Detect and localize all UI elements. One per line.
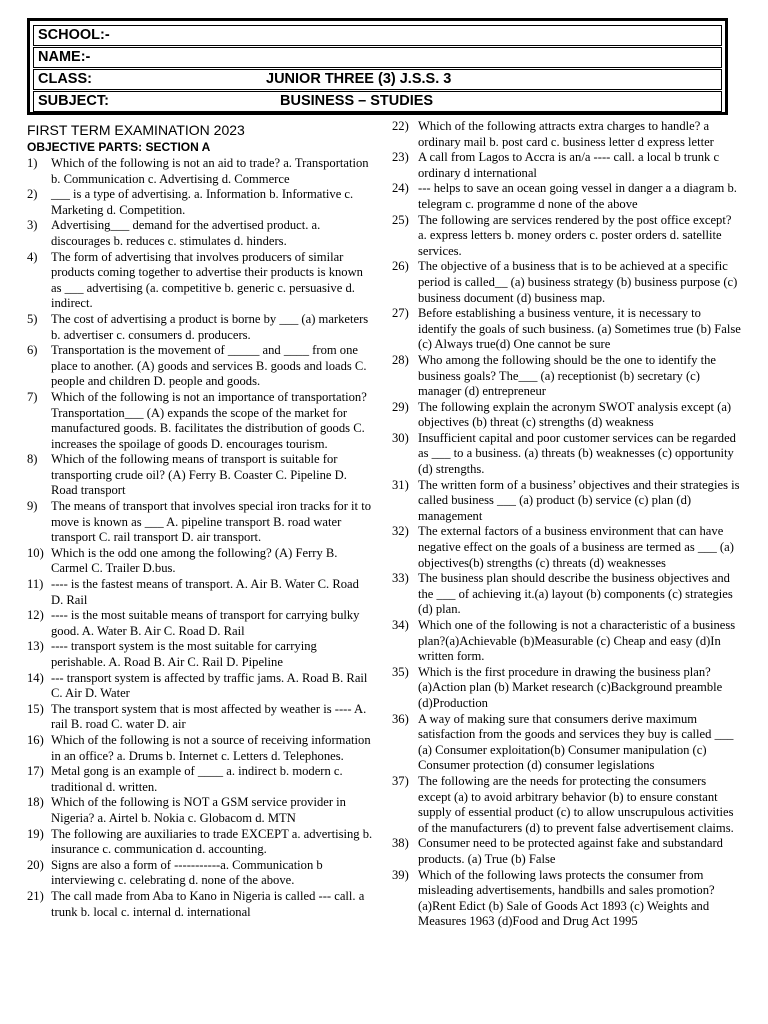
question-item: [392, 524, 742, 571]
question-number: 17): [27, 764, 44, 779]
exam-title: FIRST TERM EXAMINATION 2023: [27, 122, 245, 138]
question-item: [27, 889, 373, 920]
question-number: 3): [27, 218, 38, 233]
question-item: [27, 156, 373, 187]
question-item: [27, 218, 373, 249]
question-item: [27, 546, 373, 577]
question-text: Which of the following laws protects the consumer from misleading advertisements, handbills and sales promotion? (a)Rent Edict (b) Sale of Goods Act 1893 (c) Weights and Measures 1963 (d)Food and Drug Act 1995: [418, 867, 715, 929]
question-text: Which one of the following is not a characteristic of a business plan?(a)Achievable (b)Measurable (c) Cheap and easy (d)In written form.: [418, 618, 736, 664]
question-text: The following are services rendered by the post office except? a. express letters b. money orders c. poster orders d. satellite services.: [418, 212, 732, 258]
question-item: [392, 181, 742, 212]
question-item: [27, 795, 373, 826]
question-text: The following are the needs for protecting the consumers except (a) to avoid arbitrary behavior (b) to ensure constant supply of essential product (c) to allow unscrupulous activities of the manufacturers (d) to prevent false advertisement claims.: [418, 773, 734, 835]
question-number: 15): [27, 701, 44, 716]
question-item: [392, 119, 742, 150]
question-number: 33): [392, 571, 409, 586]
question-number: 30): [392, 430, 409, 445]
question-item: [392, 431, 742, 478]
question-text: A call from Lagos to Accra is an/a ---- call. a local b trunk c ordinary d international: [418, 150, 720, 180]
subject-value: BUSINESS – STUDIES: [280, 93, 434, 109]
class-value: JUNIOR THREE (3) J.S.S. 3: [266, 71, 452, 87]
right-column: [392, 119, 742, 930]
question-text: ---- is the most suitable means of transport for carrying bulky good. A. Water B. Air C. Road D. Rail: [51, 608, 360, 638]
school-label: SCHOOL:-: [38, 27, 110, 43]
question-item: [392, 712, 742, 774]
question-number: 35): [392, 664, 409, 679]
left-column: [27, 119, 373, 920]
question-number: 25): [392, 212, 409, 227]
question-number: 13): [27, 639, 44, 654]
question-text: The following are auxiliaries to trade EXCEPT a. advertising b. insurance c. communication d. accounting.: [51, 826, 373, 857]
question-item: [392, 306, 742, 353]
name-row: [33, 47, 722, 68]
question-item: [392, 478, 742, 525]
question-number: 37): [392, 773, 409, 788]
question-number: 39): [392, 867, 409, 882]
question-text: Which of the following is not a source of receiving information in an office? a. Drums b. Internet c. Letters d. Telephones.: [51, 732, 371, 763]
question-number: 38): [392, 836, 409, 851]
question-text: ---- transport system is the most suitable for carrying perishable. A. Road B. Air C. Rail D. Pipeline: [51, 639, 317, 669]
question-item: [27, 827, 373, 858]
question-number: 24): [392, 181, 409, 196]
question-number: 9): [27, 499, 38, 514]
question-text: The call made from Aba to Kano in Nigeria is called --- call. a trunk b. local c. internal d. international: [51, 888, 365, 919]
question-item: [392, 400, 742, 431]
question-number: 14): [27, 670, 44, 685]
right-question-list: [392, 119, 742, 930]
question-number: 2): [27, 187, 38, 202]
class-row: [33, 69, 722, 90]
section-title: OBJECTIVE PARTS: SECTION A: [27, 140, 211, 154]
question-text: ---- is the fastest means of transport. A. Air B. Water C. Road D. Rail: [51, 577, 359, 607]
question-item: [392, 571, 742, 618]
school-row: [33, 25, 722, 46]
question-number: 7): [27, 389, 38, 404]
question-item: [392, 868, 742, 930]
question-item: [27, 452, 373, 499]
question-item: [27, 343, 373, 390]
question-text: The means of transport that involves special iron tracks for it to move is known as ___ A. pipeline transport B. road water transport C. rail transport D. air transport.: [51, 499, 372, 545]
question-number: 18): [27, 795, 44, 810]
subject-row: [33, 91, 722, 112]
class-label: CLASS:: [38, 71, 92, 87]
question-text: The form of advertising that involves producers of similar products coming together to advertise their products is known as ___ advertising (a. competitive b. generic c. persuasive d. indirect.: [51, 249, 363, 311]
question-text: Which is the first procedure in drawing the business plan? (a)Action plan (b) Market research (c)Background preamble (d)Production: [418, 664, 723, 710]
question-item: [392, 259, 742, 306]
question-item: [27, 499, 373, 546]
question-text: Which of the following is NOT a GSM service provider in Nigeria? a. Airtel b. Nokia c. Globacom d. MTN: [51, 795, 346, 825]
question-item: [27, 764, 373, 795]
question-number: 6): [27, 343, 38, 358]
question-text: Which of the following is not an aid to trade? a. Transportation b. Communication c. Advertising d. Commerce: [51, 156, 369, 186]
question-text: Consumer need to be protected against fake and substandard products. (a) True (b) False: [418, 836, 723, 866]
question-text: Which of the following is not an importance of transportation? Transportation___ (A) expands the scope of the market for manufactured goods. B. facilitates the distribution of goods C. increases the spoilage of goods D. encourages tourism.: [51, 389, 367, 451]
question-number: 28): [392, 352, 409, 367]
question-item: [392, 213, 742, 260]
question-number: 27): [392, 306, 409, 321]
question-text: Which of the following means of transport is suitable for transporting crude oil? (A) Ferry B. Coaster C. Pipeline D. Road transport: [51, 452, 347, 498]
question-item: [392, 665, 742, 712]
question-item: [392, 618, 742, 665]
question-text: Advertising___ demand for the advertised product. a. discourages b. reduces c. stimulates d. hinders.: [51, 218, 321, 248]
question-text: The cost of advertising a product is borne by ___ (a) marketers b. advertiser c. consumers d. producers.: [51, 311, 369, 342]
question-text: The written form of a business’ objectives and their strategies is called business ___ (a) product (b) service (c) plan (d) management: [418, 477, 740, 523]
question-text: Who among the following should be the one to identify the business goals? The___ (a) receptionist (b) secretary (c) manager (d) entrepreneur: [418, 352, 716, 399]
question-text: Before establishing a business venture, it is necessary to identify the goals of such business. (a) Sometimes true (b) False (c) Always true(d) One cannot be sure: [418, 306, 741, 352]
question-item: [392, 353, 742, 400]
question-number: 19): [27, 826, 44, 841]
question-text: The following explain the acronym SWOT analysis except (a) objectives (b) threat (c) strengths (d) weakness: [418, 399, 732, 430]
question-item: [27, 390, 373, 452]
left-question-list: [27, 156, 373, 920]
question-text: Signs are also a form of -----------a. Communication b interviewing c. celebrating d. none of the above.: [51, 857, 323, 888]
question-item: [27, 639, 373, 670]
question-number: 32): [392, 524, 409, 539]
question-number: 8): [27, 452, 38, 467]
question-text: The external factors of a business environment that can have negative effect on the goals of a business are termed as ___ (a) objectives(b) strengths (c) threats (d) weaknesses: [418, 524, 734, 570]
question-number: 11): [27, 577, 44, 592]
question-text: Transportation is the movement of _____ and ____ from one place to another. (A) goods and services B. goods and loads C. people and children D. people and goods.: [51, 343, 367, 389]
question-item: [27, 577, 373, 608]
question-number: 16): [27, 732, 44, 747]
question-item: [27, 312, 373, 343]
question-item: [27, 702, 373, 733]
question-number: 4): [27, 249, 38, 264]
subject-label: SUBJECT:: [38, 93, 109, 109]
question-number: 21): [27, 888, 44, 903]
question-item: [27, 671, 373, 702]
question-item: [27, 608, 373, 639]
question-text: The business plan should describe the business objectives and the ___ of achieving it.(a) layout (b) components (c) strategies (d) plan.: [418, 571, 733, 617]
question-number: 34): [392, 618, 409, 632]
question-item: [392, 836, 742, 867]
question-number: 10): [27, 545, 44, 560]
question-text: ___ is a type of advertising. a. Information b. Informative c. Marketing d. Competition.: [51, 187, 354, 217]
question-text: The transport system that is most affected by weather is ---- A. rail B. road C. water D. air: [51, 701, 367, 732]
question-text: --- transport system is affected by traffic jams. A. Road B. Rail C. Air D. Water: [51, 670, 368, 701]
question-number: 26): [392, 259, 409, 274]
question-number: 1): [27, 156, 38, 170]
question-text: Metal gong is an example of ____ a. indirect b. modern c. traditional d. written.: [51, 764, 343, 794]
question-text: A way of making sure that consumers derive maximum satisfaction from the goods and services they buy is called ___ (a) Consumer exploitation(b) Consumer manipulation (c) Consumer protection (d) consumer legislations: [418, 711, 734, 773]
question-number: 20): [27, 857, 44, 872]
question-item: [27, 733, 373, 764]
name-label: NAME:-: [38, 49, 91, 65]
question-item: [27, 187, 373, 218]
question-number: 23): [392, 150, 409, 165]
question-number: 31): [392, 477, 409, 492]
question-text: Insufficient capital and poor customer services can be regarded as ___ to a business. (a) threats (b) weaknesses (c) opportunity (d) strengths.: [418, 430, 736, 477]
question-number: 12): [27, 608, 44, 623]
question-number: 29): [392, 399, 409, 414]
question-number: 36): [392, 711, 409, 726]
question-text: --- helps to save an ocean going vessel in danger a a diagram b. telegram c. programme d none of the above: [418, 181, 737, 211]
question-item: [27, 858, 373, 889]
question-number: 5): [27, 311, 38, 326]
question-item: [392, 774, 742, 836]
question-text: The objective of a business that is to be achieved at a specific period is called__ (a) business strategy (b) business purpose (c) business document (d) business map.: [418, 259, 738, 305]
question-item: [27, 250, 373, 312]
question-text: Which of the following attracts extra charges to handle? a ordinary mail b. post card c. business letter d express letter: [418, 119, 714, 149]
question-number: 22): [392, 119, 409, 133]
header-box: [27, 18, 728, 115]
question-text: Which is the odd one among the following? (A) Ferry B. Carmel C. Trailer D.bus.: [51, 545, 338, 576]
question-item: [392, 150, 742, 181]
